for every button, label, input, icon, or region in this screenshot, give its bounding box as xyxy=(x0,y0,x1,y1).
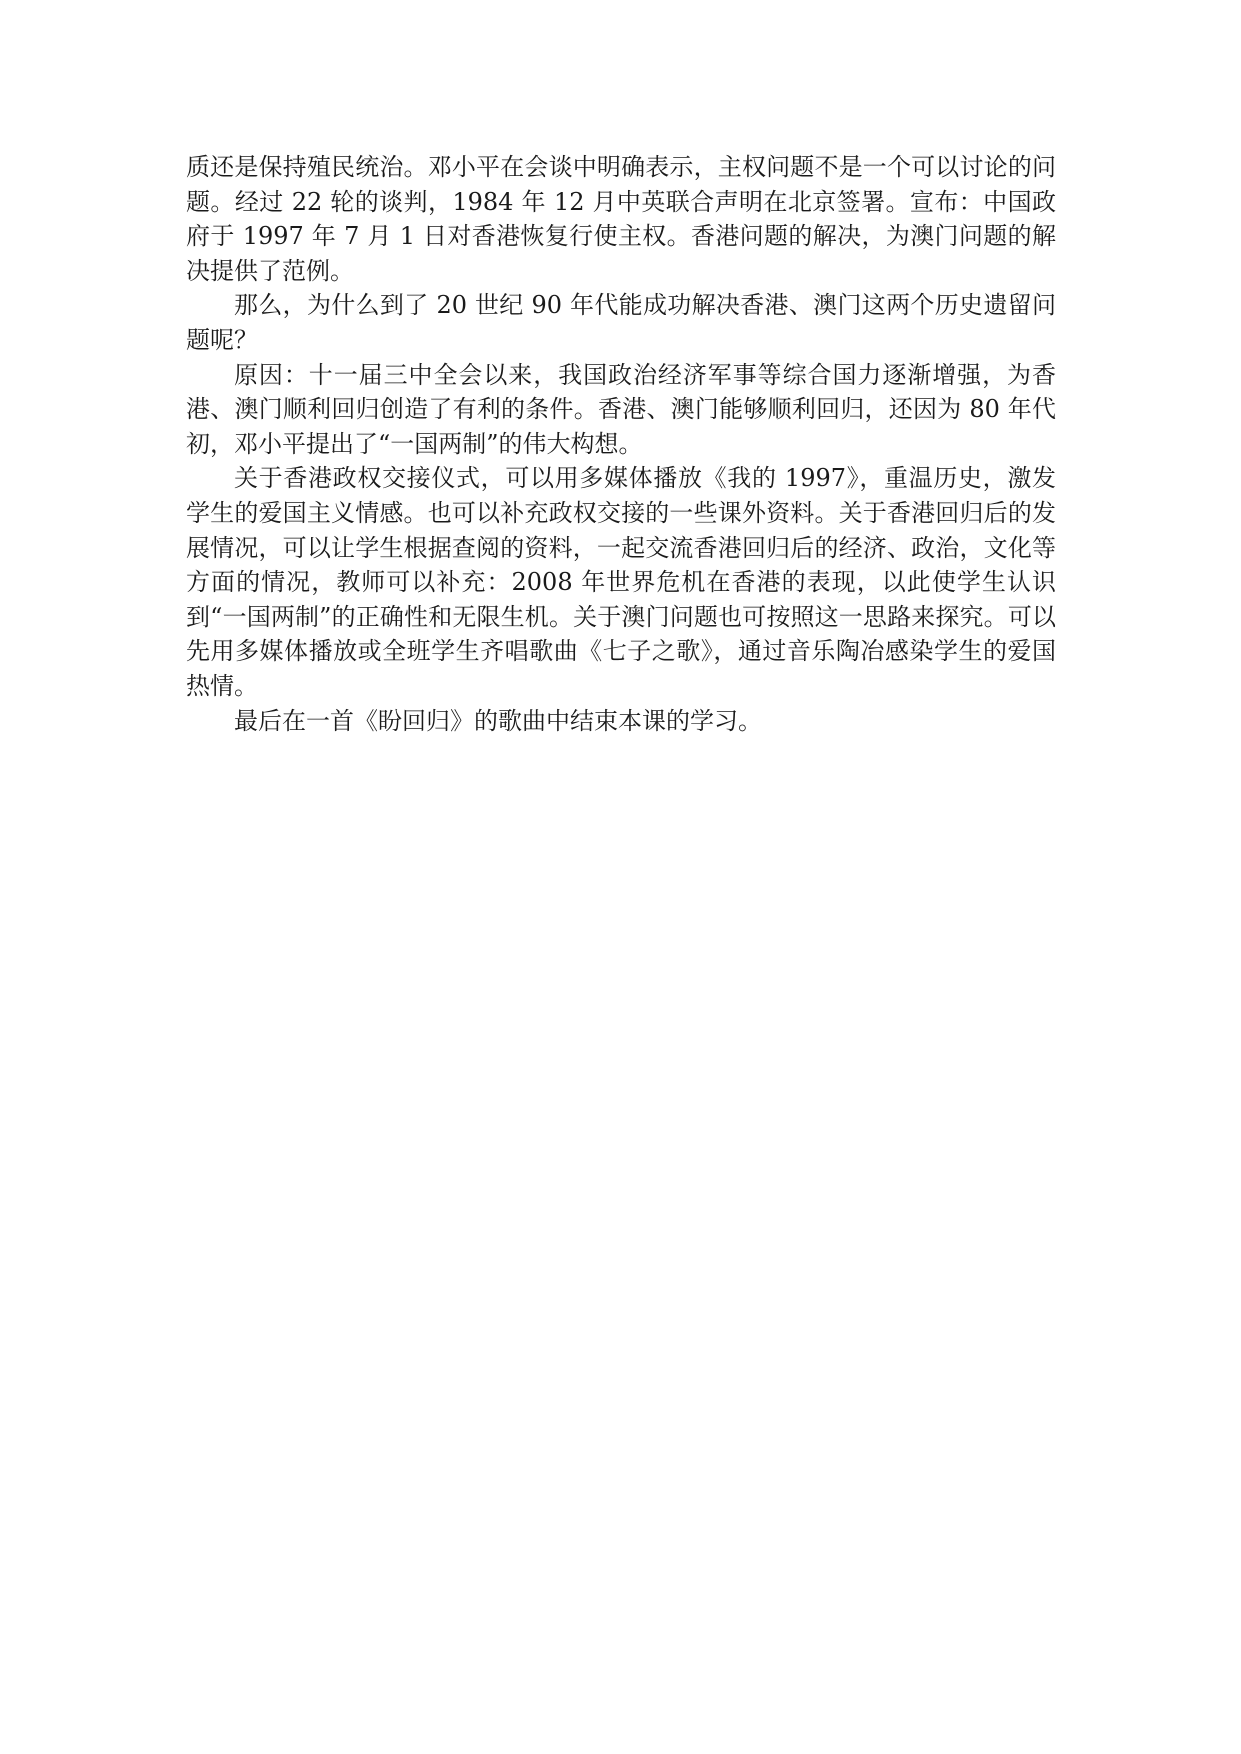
paragraph-handover-activities: 关于香港政权交接仪式，可以用多媒体播放《我的 1997》，重温历史，激发学生的爱国主义情感。也可以补充政权交接的一些课外资料。关于香港回归后的发展情况，可以让学生根据查阅的资料，一起交流香港回归后的经济、政治，文化等方面的情况，教师可以补充：2008 年世界危机在香港的表现，以此使学生认识到“一国两制”的正确性和无限生机。关于澳门问题也可按照这一思路来探究。可以先用多媒体播放或全班学生齐唱歌曲《七子之歌》，通过音乐陶冶感染学生的爱国热情。 xyxy=(186,464,1056,700)
paragraph-conclusion: 最后在一首《盼回归》的歌曲中结束本课的学习。 xyxy=(234,706,762,735)
paragraph-continuation: 质还是保持殖民统治。邓小平在会谈中明确表示，主权问题不是一个可以讨论的问题。经过 22 轮的谈判，1984 年 12 月中英联合声明在北京签署。宣布：中国政府于 1997 年 7 月 1 日对香港恢复行使主权。香港问题的解决，为澳门问题的解决提供了范例。 xyxy=(186,153,1056,285)
body-text xyxy=(186,150,1056,738)
paragraph-question: 那么，为什么到了 20 世纪 90 年代能成功解决香港、澳门这两个历史遗留问题呢？ xyxy=(186,291,1056,354)
paragraph-reason: 原因：十一届三中全会以来，我国政治经济军事等综合国力逐渐增强，为香港、澳门顺利回归创造了有利的条件。香港、澳门能够顺利回归，还因为 80 年代初，邓小平提出了“一国两制”的伟大构想。 xyxy=(186,360,1056,458)
